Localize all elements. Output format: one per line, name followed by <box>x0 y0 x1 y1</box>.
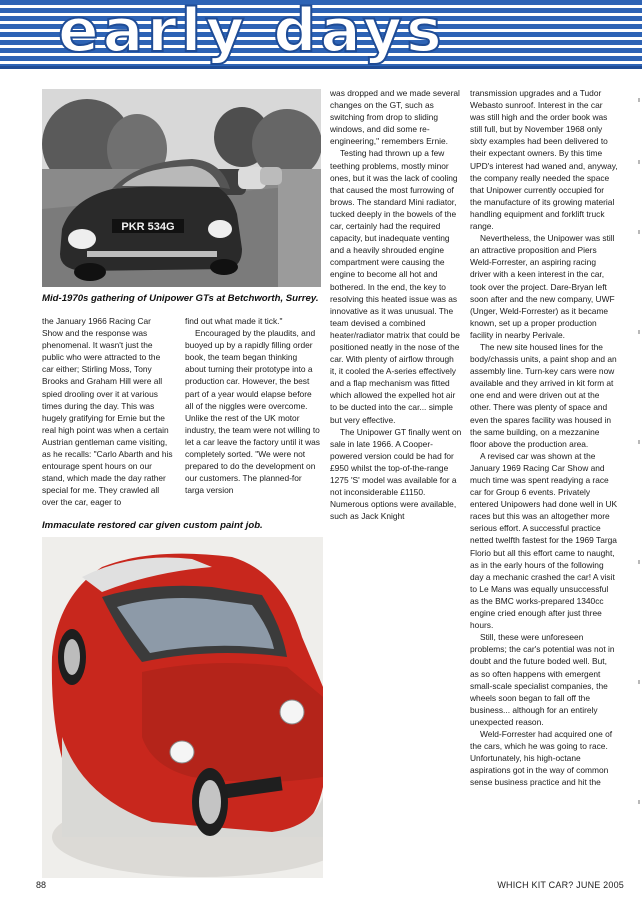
edge-mark <box>638 230 640 234</box>
text-column-right <box>470 87 618 788</box>
edge-mark <box>638 800 640 804</box>
page-number: 88 <box>36 880 47 890</box>
header-banner <box>0 0 642 66</box>
edge-mark <box>638 160 640 164</box>
edge-mark <box>638 330 640 334</box>
page-title: early days <box>58 0 446 66</box>
paragraph: the January 1966 Racing Car Show and the response was phenomenal. It wasn't just the public who were attracted to the car either; Stirling Moss, Tony Brooks and Graham Hill were all spied drooling over it at various times during the day. This was hugely gratifying for Ernie but the real high point was when a certain Austrian gentleman came visiting, as he recalls: "Carlo Abarth and his entourage spent hours on our stand, which made the day rather special for me. They crawled all over the car, eager to <box>42 316 173 508</box>
text-column-middle <box>330 87 462 522</box>
paragraph: The Unipower GT finally went on sale in late 1966. A Cooper-powered version could be had for £950 whilst the top-of-the-range 1275 'S' model was available for a not inconsiderable £1150. Numerous options were available, such as Jack Knight <box>330 426 462 522</box>
photo-gathering-caption: Mid-1970s gathering of Unipower GTs at Betchworth, Surrey. <box>42 293 319 304</box>
text-column-left-b <box>185 315 320 496</box>
paragraph: find out what made it tick." <box>185 316 283 326</box>
photo-restored-car <box>42 537 323 878</box>
photo-restored-illustration <box>42 537 323 878</box>
edge-mark <box>638 440 640 444</box>
paragraph: A revised car was shown at the January 1969 Racing Car Show and much time was spent readying a race car for Group 6 events. Privately entered Unipowers had done well in UK races but this was an altogether more serious effort. A successful practice netted twelfth fastest for the 1969 Targa Florio but all this effort came to naught, as in the early hours of the following day a mechanic crashed the car! A visit to Le Mans was equally unsuccessful as the BMC works-prepared 1340cc engine cried enough after just three hours. <box>470 450 618 631</box>
photo-restored-caption: Immaculate restored car given custom paint job. <box>42 520 263 531</box>
paragraph: Testing had thrown up a few teething problems, mostly minor ones, but it was the lack of cooling that caused the most furrowing of brows. The standard Mini radiator, tucked deeply in the bowels of the car, certainly had the required capacity, but inadequate venting and a heavily shrouded engine compartment were causing the engine to become all hot and bothered. In the end, the key to resolving this heated issue was as innovative as it was unusual. The team devised a combined heater/radiator matrix that could be positioned neatly in the nose of the car. With plenty of airflow through it, it cooled the A-series effectively and a flap mechanism was fitted which allowed the expelled hot air to be ducted into the car... simple but very effective. <box>330 148 460 425</box>
paragraph: Nevertheless, the Unipower was still an attractive proposition and Piers Weld-Forrester, an aspiring racing driver with a keen interest in the car, took over the project. Dare-Bryan left soon after and the new company, UWF (Unger, Weld-Forrester) as it became known, set up a proper production facility in nearby Perivale. <box>470 233 615 340</box>
paragraph: Still, these were unforeseen problems; the car's potential was not in doubt and the future boded well. But, as so often happens with emergent small-scale specialist companies, the wheels soon began to fall off the business... although for an entirely unexpected reason. <box>470 632 615 727</box>
text-column-left-a <box>42 315 173 509</box>
paragraph: was dropped and we made several changes on the GT, such as switching from drop to sliding windows, and did some re-engineering," remembers Ernie. <box>330 88 460 147</box>
paragraph: The new site housed lines for the body/chassis units, a paint shop and an assembly line. Turn-key cars were now available and they arrived in kit form at one end and were driven out at the other. There was plenty of space and even the spares facility was housed in the same building, on a mezzanine floor above the production area. <box>470 341 617 449</box>
edge-mark <box>638 98 640 102</box>
paragraph: Encouraged by the plaudits, and buoyed up by a rapidly filling order book, the team began thinking about turning their prototype into a production car. However, the best part of a year would elapse before all of the niggles were overcome. Unlike the rest of the UK motor industry, the team were not willing to let a car leave the factory until it was completely sorted. "We were not prepared to do the development on our customers. The planned-for targa version <box>185 328 320 496</box>
magazine-footer: WHICH KIT CAR? JUNE 2005 <box>497 880 624 890</box>
edge-mark <box>638 560 640 564</box>
number-plate-text: PKR 534G <box>121 221 175 233</box>
paragraph: Weld-Forrester had acquired one of the cars, which he was going to race. Unfortunately, his high-octane aspirations got in the way of common sense business practice and hit the <box>470 728 613 788</box>
photo-gathering <box>42 89 321 287</box>
paragraph: transmission upgrades and a Tudor Webasto sunroof. Interest in the car was still high and the order book was still full, but by November 1968 only sixty examples had been delivered to their expectant owners. By this time UPD's interest had waned and, anyway, the company really needed the space that Unipower currently occupied for the manufacture of its growing material handling equipment and forklift truck range. <box>470 88 618 232</box>
header-rule <box>0 66 642 69</box>
edge-mark <box>638 680 640 684</box>
photo-gathering-illustration <box>42 89 321 287</box>
